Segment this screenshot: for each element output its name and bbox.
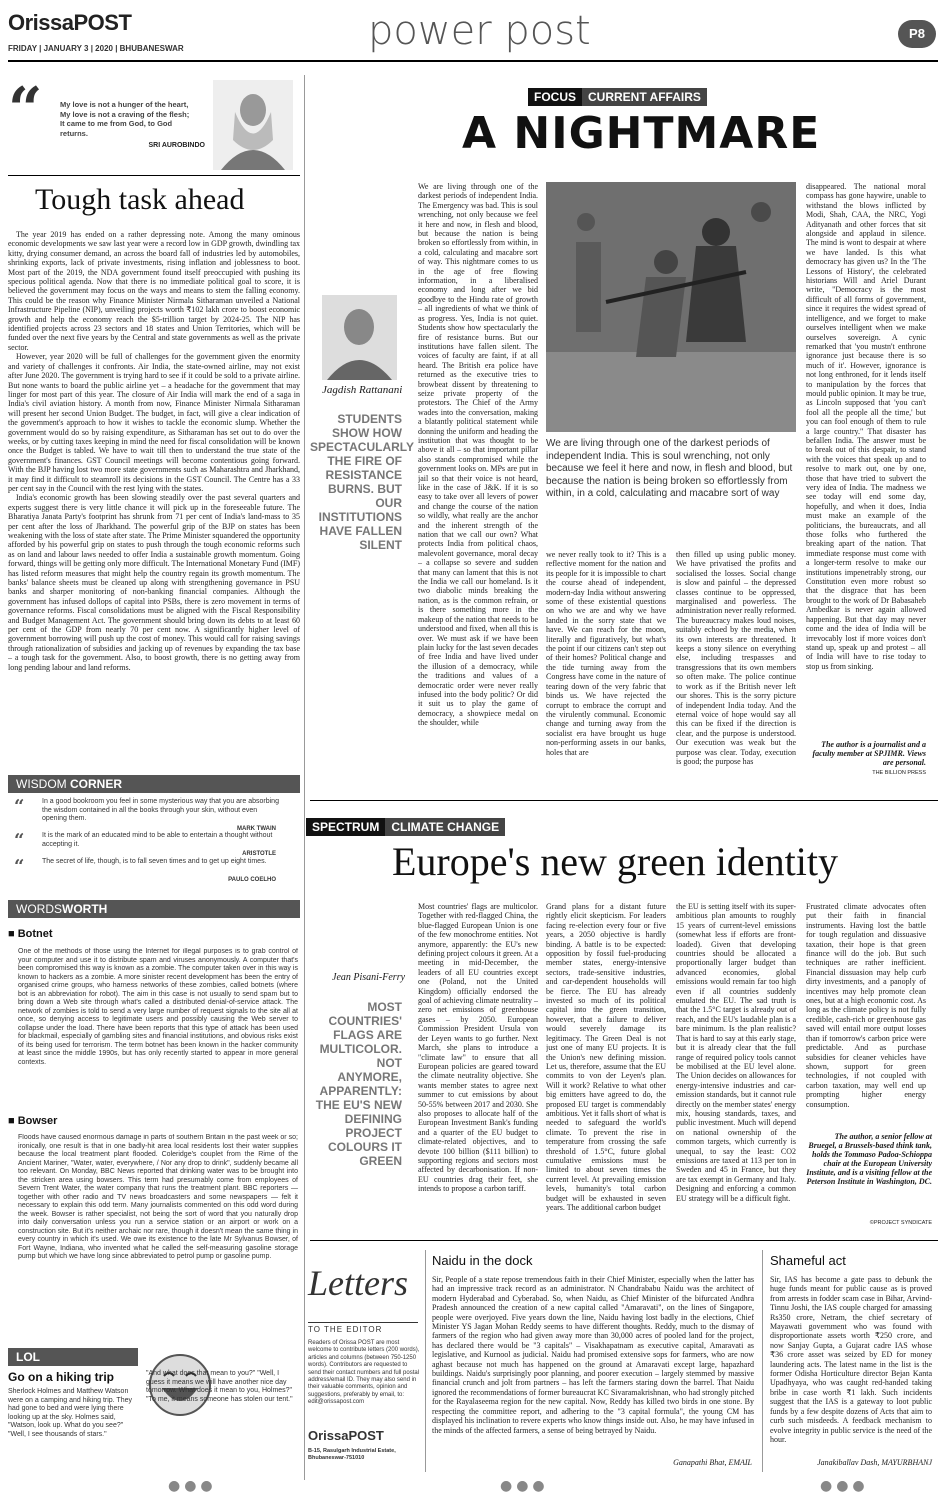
wisdom-text: It is the mark of an educated mind to be able to entertain a thought without accepting it.: [42, 832, 273, 848]
author-photo: [322, 295, 397, 380]
spectrum-tag: SPECTRUM CLIMATE CHANGE: [306, 816, 505, 835]
page-number-badge: P8: [898, 20, 936, 48]
wisdom-list: [8, 796, 300, 886]
lol-text: Sherlock Holmes and Matthew Watson were on a camping and hiking trip. They had gone to bed and were lying there looking up at the sky. Holmes said, "Watson, look up. What do you see?" "Well, I see thousands of stars.": [8, 1388, 132, 1438]
word-definition: One of the methods of those using the Internet for illegal purposes is to grab control of your computer and use it to distribute spam and viruses anonymously. A computer that's been compromised this way is known as a zombie. The computer taken over in this way is known to hackers as a zombie. A more sinister recent development has been the entry of organised crime groups, who harness networks of these zombies, called botnets (where bot is an abbreviation for robot). The aim in this case is not usually to send spam but to bring down a Web site through what's called a distributed denial-of-service attack. The network of zombies is told to send a very large number of request signals to the site all at once, so denying access to legitimate users and possibly causing the Web server to collapse under the load. There have been reports that this type of attack has been used for blackmail, especially of gambling sites and financial institutions, and obvious risks exist of its being used for terrorism. The term botnet has been known in the hacker community at least since the middle 1990s, but has only recently started to appear in more general contexts.: [18, 948, 298, 1066]
quote-mark-icon: “: [14, 830, 25, 851]
top-rule: [8, 60, 938, 62]
spectrum-headline: Europe's new green identity: [392, 839, 838, 884]
letters-address: B-15, Rasulgarh Industrial Estate, Bhubaneswar-751010: [308, 1448, 396, 1461]
pull-quote: MOST COUNTRIES' FLAGS ARE MULTICOLOR. NOT ANYMORE, APPARENTLY: THE EU'S NEW DEFINING PROJECT COLOURS IT GREEN: [315, 1000, 402, 1168]
letter-body: Sir, People of a state repose tremendous faith in their Chief Minister, especially when the latter has had an impressive track record as an administrator. N Chandrababu Naidu was the architect of modern Hyderabad and Cyberabad. So, when Naidu, as Chief Minister of the bifurcated Andhra Pradesh announced the creation of a new capital called "Amaravati", on the lines of Singapore, people were overjoyed. Five years down the line, Naidu having lost badly in the elections, Chief Minister YS Jagan Mohan Reddy seems to have different thoughts. Reddy, much to the dismay of farmers of the region who had given away more than 30,000 acres of pooled land for the project, has declared there would be "3 capitals" – Visakhapatnam as executive capital, Amaravati as legislative, and Kurnool as judicial. Naidu had promised extensive sops for farmers, who are now aghast because not much has happened on the ground at Amaravati except large, hapazhard buildings. Naidu's surprisingly poor planning, and poorer execution – largely stemmed by massive financial crunch and jolt from partners – has left the farmers staring down the barrel. That Naidu ignored the recommendations of former bureaucrat KC Sivaramakrishnan, who had strongly pitched for the Rayalaseema region for the new capital. Now, Reddy has killed two birds in one stone. By respecting the committee report, and adhering to the "3 capital formula", the young CM has displayed his inclination to revere experts who know things inside out. Also, he may have infused in the minds of the affected farmers, a sense of being betrayed by Naidu.: [432, 1275, 754, 1435]
word-definition: Floods have caused enormous damage in parts of southern Britain in the past week or so; ironically, one result is that in one badly-hit area local residents lost their water supplies because the local treatment plant flooded. Coleridge's couplet from the Rime of the Ancient Mariner, "Water, water, everywhere, / Nor any drop to drink", suddenly became all too relevant. On Monday, BBC News reported that drinking water was to be brought into the stricken area using bowsers. This term had presumably come from employees of Severn Trent Water, the water company that runs the treatment plant. BBC reporters — together with other radio and TV news broadcasters and some newspapers — felt it necessary to explain this odd term. Many journalists commented on this odd word during the week. Bowser is rather specialist, not being the sort of word that you naturally drop into daily conversation unless you run a service station or an airport or work on a construction site. But it's neither archaic nor rare, though it doesn't mean the same thing in every country in which it's used. We owe its existence to the late Mr Sylvanus Bowser, of Fort Wayne, Indiana, who invented what he called the self-measuring gasoline storage pump but which we have long since abbreviated to petrol pump or gasoline pump.: [18, 1134, 298, 1260]
registration-dots-icon: ●●●: [168, 1478, 217, 1494]
masthead: [0, 0, 945, 66]
editorial-para: India's economic growth has been slowing steadily over the past several quarters and experts suggest there is very little chance it will pick up in the foreseeable future. The Bharatiya Janata Party's footprint has shrunk from 71 per cent of India's land-mass to 35 per cent after the loss of Jharkhand. The powerful grip of the BJP on states has been weakening with the loss of state after state. The Prime Minister squandered the opportunity afforded by his powerful grip on states to push through the tough economic reforms such as on land and labour laws needed to offer India a sustainable growth momentum. Going forward, things will be getting only more difficult. The International Monetary Fund (IMF) has listed reform measures that might help the country regain its growth momentum. The banks' balance sheets must be cleaned up along with strengthening governance in PSU banks and sharper monitoring of non-banking financial companies. Although the government has infused dollops of capital into PSBs, there is zero movement in terms of governance reforms. Fiscal consolidations must be aligned with the Fiscal Responsibility and Budget Management Act. The government should bring down its debts to at least 60 per cent of the GDP from nearly 70 per cent now. A significantly higher level of government borrowing will push up the cost of money. This would call for raising savings through rationalization of subsidies and jacking up of revenues by expanding the tax base – a tough task for the government. Also, to boost growth, there is no getting away from long pending labour and land reforms.: [8, 493, 300, 672]
author-tagline: The author, a senior fellow at Bruegel, a Brussels-based think tank, holds the Tommaso Padoa-Schioppa chair at the European University Institute, and is a visiting fellow at the Peterson Institute in Washington, DC.: [806, 1132, 932, 1186]
focus-col: then filled up using public money. We have privatised the profits and socialised the losses. Social change is slow and painful – the depressed classes continue to be oppressed, marginalised and powerless. The administration never really reformed. The bureaucracy makes loud noises, suitably echoed by the media, when its own interests are threatened. It keeps a stony silence on everything else, including trespasses and transgressions that its own members so often make. The police continue to work as if the British never left our shores. This is the sorry picture of independent India today. And the eternal voice of hope would say all this can be fixed if the direction is clear, and the purpose is understood. Our execution was weak but the purpose was clear. Today, execution is good; the purpose has: [676, 550, 796, 766]
column-rule: [425, 1250, 426, 1472]
dateline: FRIDAY | JANUARY 3 | 2020 | BHUBANESWAR: [8, 44, 184, 53]
editorial-para: However, year 2020 will be full of challenges for the government given the enormity and variety of challenges it confronts. Air India, the state-owned airline, may not exist after June 2020. The government is trying hard to see if it could be sold to a private airline. But none wants to board the public airline yet – a headache for the government that may linger for most part of this year. The closure of Air India will mark the end of a saga in India's civil aviation history. A month from now, Finance Minister Nirmala Sitharaman will present her second Union Budget. The budget, in fact, will give a clear indication of the government's approach to how it wishes to tackle the economic slump. Whether the government would do so by raising expenditure, as Sitharaman has set out to do over the weeks, or by cutting taxes keeping in mind the need for fiscal consolidation will be known once the Budget is tabled. We have to wait till then to understand the true state of the government's finances. GST Council meetings will become contentious going forward. With the BJP having lost two more state governments such as Maharashtra and Jharkhand, it may find it difficult to steamroll its decisions in the GST Council. The Centre has a 33 per cent say in the Council with the rest lying with the states.: [8, 352, 300, 493]
author-name: Jean Pisani-Ferry: [332, 972, 406, 983]
protest-photo: [546, 182, 796, 432]
column-rule: [762, 1250, 763, 1472]
registration-dots-icon: ●●●: [820, 1478, 869, 1494]
focus-col: we never really took to it? This is a reflective moment for the nation and its people for it is impossible to chart the course ahead of independent, modern-day India without answering some of these existential questions on who we are and why we have landed in the sorry state that we have. We can reach for the moon, literally and figuratively, but what's the point if our citizens can't step out of their homes? Political change and the tide turning away from the Congress have come in the nature of tearing down of the very fabric that binds us. We have rejected the corrupt to embrace the corrupt and the virulently communal. Economic change and turning away from the socialist era have brought us huge non-performing assets in our banks, holes that are: [546, 550, 666, 757]
section-title: power post: [368, 8, 591, 54]
lol-header: LOL: [8, 1348, 138, 1366]
registration-dots-icon: ●●●: [500, 1478, 549, 1494]
focus-headline: A NIGHTMARE: [462, 108, 821, 159]
photo-caption: We are living through one of the darkest periods of independent India. This is soul wrenching, not only because we feel it here and now, in flesh and blood, but because the nation is being broken so effortlessly from within, in a cold, calculating and macabre sort of way: [546, 438, 793, 499]
letters-info: Readers of Orissa POST are most welcome to contribute letters (200 words), articles and columns (between 750-1250 words). Contributors are requested to send their contact numbers and full postal address/email ID. They may also send in their valuable comments, opinion and suggestions, preferably by email, to: edit@orissapost.com: [308, 1340, 420, 1406]
letter-sign: Ganapathi Bhat, EMAIL: [673, 1458, 752, 1467]
quote-mark-icon: “: [8, 75, 43, 145]
quote-text: My love is not a hunger of the heart, My love is not a craving of the flesh; It came to me from God, to God returns.: [60, 100, 190, 138]
spectrum-col: Most countries' flags are multicolor. Together with red-flagged China, the blue-flagged European Union is one of the few monochrome entities. Not anymore, apparently: the EU's new defining project colours it green. At a meeting in mid-December, the leaders of all EU countries except one (Poland, not the United Kingdom) officially endorsed the goal of achieving climate neutrality – zero net emissions of greenhouse gases – by 2050. European Commission President Ursula von der Leyen wants to go further. Next March, she plans to introduce a "climate law" to ensure that all European policies are geared toward the climate neutrality objective. She wants member states to agree next summer to cut emissions by about 50-55% between 2017 and 2030. She also proposes to allocate half of the European Investment Bank's funding and a quarter of the EU budget to climate-related objectives, and to devote 100 billion ($111 billion) to supporting regions and sectors most affected by decarbonisation. If non-EU countries drag their feet, she intends to propose a carbon tariff.: [418, 902, 538, 1194]
quote-mark-icon: “: [14, 856, 25, 877]
aurobindo-portrait: [213, 80, 293, 170]
wisdom-author: PAULO COELHO: [228, 877, 276, 883]
divider: [310, 800, 938, 801]
lol-title: Go on a hiking trip: [8, 1370, 114, 1384]
spectrum-col: the EU is setting itself with its super-ambitious plan amounts to roughly 15 years of current-level emissions (somewhat less if efforts are front-loaded). Given that developing countries should be allocated a proportionally larger budget than advanced economies, global emissions would remain far too high even if all countries suddenly emulated the EU. The sad truth is that the 1.5°C target is already out of reach, and the EU's laudable plan is a bare minimum. Is the plan realistic? That is hard to say at this early stage, but it is already clear that the full range of required policy tools cannot be mobilised at the EU level alone. The Union decides on allowances for energy-intensive industries and car-emission standards, but it cannot rule directly on the member states' energy mix, housing standards, taxes, and public investment. Much will depend on national ownership of the common targets, which currently is unequal, to say the least: CO2 emissions are taxed at 113 per ton in Sweden and 45 in France, but they are tax exempt in Germany and Italy. Designing and enforcing a common EU strategy will be a difficult fight.: [676, 902, 796, 1203]
letters-title: Letters: [308, 1263, 409, 1303]
wisdom-text: The secret of life, though, is to fall seven times and to get up eight times.: [42, 858, 267, 865]
column-rule: [304, 75, 305, 1480]
wisdom-text: In a good bookroom you feel in some mysterious way that you are absorbing the wisdom contained in all the books through your skin, without even opening them.: [42, 798, 279, 822]
divider: [310, 1240, 938, 1241]
letters-logo: OrissaPOST: [308, 1428, 384, 1443]
wordsworth-header: WORDSWORTH: [8, 900, 300, 918]
author-tagline: The author is a journalist and a faculty member at SPJIMR. Views are personal.: [812, 740, 926, 767]
spectrum-col: Grand plans for a distant future rightly elicit skepticism. For leaders facing re-election every four or five years, a 2050 objective is hardly binding. A battle is to be expected: opposition by fossil fuel-producing member states, energy-intensive sectors, trade-sensitive industries, and car-dependent households will be fierce. The EU has already invested so much of its political capital into the green transition, however, that a failure to deliver would severely damage its legitimacy. The Green Deal is not just one of many EU projects. It is the Union's new defining mission. Let us, therefore, assume that the EU commits to von der Leyen's plan. Will it work? Relative to what other big emitters have agreed to do, the proposed EU target is commendably ambitious. Yet it falls short of what is needed to safeguard the world's climate. To prevent the rise in temperature from crossing the safe threshold of 1.5°C, future global cumulative emissions must be limited to about seven times the current level. At prevailing emission levels, humanity's total carbon budget will be exhausted in seven years. The additional carbon budget: [546, 902, 666, 1212]
letter-title: Naidu in the dock: [432, 1253, 533, 1268]
credit: ©PROJECT SYNDICATE: [869, 1220, 932, 1226]
newspaper-logo: OrissaPOST: [8, 10, 132, 35]
lol-text: "And what does that mean to you?" "Well, I guess it means we will have another nice day tomorrow. What does it mean to you, Holmes?" "To me, it means someone has stolen our tent.": [146, 1370, 293, 1403]
quote-mark-icon: “: [14, 796, 25, 817]
author-name: Jagdish Rattanani: [322, 384, 403, 396]
divider: [8, 175, 300, 176]
focus-col: We are living through one of the darkest periods of independent India. The Emergency was bad. This is soul wrenching, not only because we feel it here and now, in flesh and blood, but because the nation is being broken so effortlessly from within, in a cold, calculating and macabre sort of way. This nightmare comes to us in the age of free flowing information, in a liberalised economy and long after we bid goodbye to the Hindu rate of growth – all ingredients of what we think of as progress. Yes, India is not quiet. Students show how spectacularly the fire of resistance burns. But our institutions have fallen silent. The voices of faculty are faint, if at all heard. The British era police have returned as the executive tries to browbeat dissent by threatening to seize private property of the protestors. The Chief of the Army wades into the conversation, making a blatantly political statement while donning the uniform and heading the institution that was thought to be above it all – so that important pillar also stands compromised while the government looks on. MPs are put in jail so that their voice is not heard, like in the case of J&K. If it is so easy to take over all levers of power and change the course of the nation so wildly, what really are the anchor and the inherent strength of the nation that we call our own? What protects India from political chaos, malevolent governance, moral decay – a collapse so severe and sudden that many can lament that this is not the India we call our homeland. Is it two diabolic minds breaking the nation, as is the common refrain, or is there something more in the makeup of the nation that needs to be understood and fixed, when all this is over. We must ask if we have been plain lucky for the last seven decades of free India and have lived under the illusion of a democracy, while the traditions and values of a democratic order were never really infused into the body politic? Or did it suit us to play the game of democracy, a showpiece medal on the shoulder, while: [418, 182, 538, 728]
letter-sign: Janakiballav Dash, MAYURBHANJ: [817, 1458, 932, 1467]
letter-body: Sir, IAS has become a gate pass to debunk the huge funds meant for public cause as is proved from arrests in fodder scam case in Bihar, Arvind-Tinnu Joshi, the IAS couple charged for amassing Rs350 crore, Netram, the chief secretary of Mayawati government who was found with disproportionate assets worth ₹250 crore, and now Sanjay Gupta, a Gujarat cadre IAS whose ₹36 crore asset was seized by ED for money laundering acts. The latest name in the list is the former Odisha Horticulture director Bejan Kanta Upadhyaya, who was caught red-handed taking bribe in case worth ₹1 lakh. Such incidents suggest that the IAS is a gateway to loot public funds by a few despite dozens of Acts that aim to curb such misdeeds. A feedback mechanism to evolve integrity in public service is the need of the hour.: [770, 1275, 932, 1444]
word-heading: ■ Bowser: [8, 1115, 58, 1127]
editorial-para: The year 2019 has ended on a rather depressing note. Among the many ominous economic developments we saw last year were a record low in GDP growth, dwindling tax kitty, drying consumer demand, an across the board fall of industries led by automobiles, shrinking exports, lack of private investments, rising inflation and joblessness to boot. Most part of the 2019, the NDA government found itself preoccupied with pushing its specious political agenda. Now that there is no immediate political goal to score, it is believed the government may focus on the ways and means to stem the falling economy. This could be the reason why Finance Minister Nirmala Sitharaman unveiled a National Infrastructure Pipeline (NIP), unveiling projects worth ₹102 lakh crore to boost economic growth and help the economy reach the $5-trillion target by 2024-25. The NIP has identified projects across 23 sectors and 18 states and Union Territories, which will be funded over the next five years by the Central and state governments as well as the private sector.: [8, 230, 300, 352]
wisdom-corner-header: WISDOM CORNER: [8, 775, 300, 793]
focus-tag: FOCUS CURRENT AFFAIRS: [528, 86, 707, 105]
letters-subtitle: TO THE EDITOR: [308, 1322, 418, 1334]
spectrum-col: Frustrated climate advocates often put their faith in financial instruments. Having lost the battle for tough regulation and dissuasive taxation, their hope is that green finance will do the job. But such techniques are rather inefficient. Financial dissuasion may help curb dirty investments, and a panoply of incentives may help promote clean ones, but at a high economic cost. As long as the climate policy is not fully credible, cash-rich or greenhouse gas saved will entail more output losses than if tomorrow's carbon price were predictable. And as purchase subsidies for cleaner vehicles have shown, support for green technologies, if not coupled with carbon taxation, may well end up prompting higher energy consumption.: [806, 902, 926, 1109]
wisdom-author: MARK TWAIN: [237, 826, 276, 832]
editorial-body: [8, 230, 300, 765]
focus-col: disappeared. The national moral compass has gone haywire, unable to withstand the blows inflicted by Modi, Shah, CAA, the NRC, Yogi Adityanath and other forces that sit alongside and applaud in silence. The mind is wont to despair at where we have landed. Is this what democracy has given us? In the 'The Lessons of History', the celebrated historians Will and Ariel Durant write, "Democracy is the most difficult of all forms of government, since it requires the widest spread of intelligence, and we forget to make ourselves intelligent when we make ourselves sovereign. A cynic remarked that 'you mustn't enthrone ignorance just because there is so much of it'. However, ignorance is not long enthroned, for it lends itself to manipulation by the forces that mould public opinion. It may be true, as Lincoln supposed that 'you can't fool all the people all the time,' but you can fool enough of them to rule a large country." That disaster has befallen India. The answer must be to break out of this despair, to stand with the voices that speak up and to resolve to mark out, one by one, those that have tried to subvert the very idea of India. The madness we see today will end some day, hopefully, and when it does, India must make an example of the politicians, the bureaucrats, and all those folks who furthered the breaking apart of the nation. That immediate response must come with a longer-term resolve to make our institutions impenetrably strong, our Constitution even more robust so that the disgrace that has been brought to the work of Dr Babasaheb Ambedkar is never again allowed happening. But that day may never come and the idea of India will be irrevocably lost if more voices don't stand up, speak up and protest – all of India will have to rise today to stop us from sinking.: [806, 182, 926, 671]
letter-title: Shameful act: [770, 1253, 846, 1268]
editorial-headline: Tough task ahead: [35, 183, 245, 216]
pull-quote: STUDENTS SHOW HOW SPECTACULARLY THE FIRE OF RESISTANCE BURNS. BUT OUR INSTITUTIONS HAVE FALLEN SILENT: [310, 412, 415, 552]
quote-author: SRI AUROBINDO: [148, 142, 205, 149]
wisdom-author: ARISTOTLE: [242, 851, 276, 857]
word-heading: ■ Botnet: [8, 928, 53, 940]
credit: THE BILLION PRESS: [872, 770, 926, 776]
quote-of-day: [8, 75, 300, 172]
